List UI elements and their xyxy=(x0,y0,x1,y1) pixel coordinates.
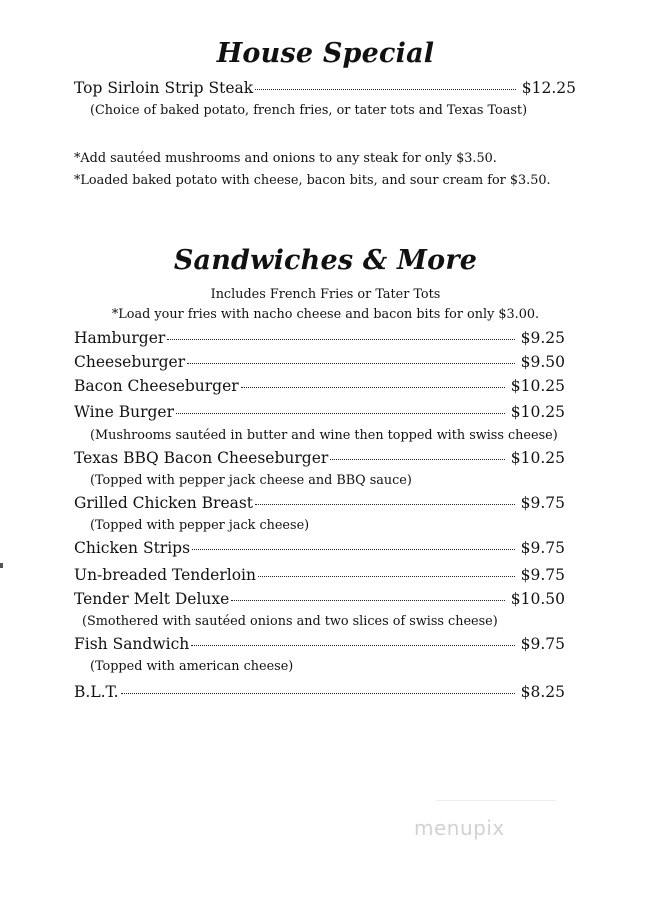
item-price: $9.75 xyxy=(520,539,565,557)
item-name: Cheeseburger xyxy=(74,353,186,371)
item-price: $10.25 xyxy=(510,403,565,421)
menu-item-grilled-chicken-breast xyxy=(74,494,565,514)
menu-item-unbreaded-tenderloin xyxy=(74,566,565,586)
menu-item-bacon-cheeseburger xyxy=(74,377,565,397)
item-name: Grilled Chicken Breast xyxy=(74,494,254,512)
sandwiches-heading: Sandwiches & More xyxy=(173,245,478,276)
item-price: $10.25 xyxy=(510,377,565,395)
menu-item-blt xyxy=(74,683,565,703)
dot-leader xyxy=(255,503,515,505)
dot-leader xyxy=(192,548,515,550)
item-note: (Topped with pepper jack cheese and BBQ sauce) xyxy=(90,473,412,488)
dot-leader xyxy=(258,575,515,577)
menupix-watermark: menupix xyxy=(414,816,505,840)
item-name: B.L.T. xyxy=(74,683,119,701)
dot-leader xyxy=(241,386,505,388)
item-note: (Smothered with sautéed onions and two slices of swiss cheese) xyxy=(82,614,498,629)
item-name: Wine Burger xyxy=(74,403,174,421)
menu-item-tender-melt-deluxe xyxy=(74,590,565,610)
item-name: Texas BBQ Bacon Cheeseburger xyxy=(74,449,329,467)
upgrade-note: *Load your fries with nacho cheese and bacon bits for only $3.00. xyxy=(111,307,540,322)
dot-leader xyxy=(187,362,514,364)
item-name: Fish Sandwich xyxy=(74,635,190,653)
house-special-heading: House Special xyxy=(216,38,435,69)
item-price: $10.25 xyxy=(510,449,565,467)
dot-leader xyxy=(255,88,516,90)
item-price: $9.50 xyxy=(520,353,565,371)
item-price: $9.75 xyxy=(520,566,565,584)
dot-leader xyxy=(167,338,514,340)
item-price: $8.25 xyxy=(520,683,565,701)
addon-note-mushrooms: *Add sautéed mushrooms and onions to any steak for only $3.50. xyxy=(74,151,497,166)
item-price: $12.25 xyxy=(521,79,576,97)
watermark-rule xyxy=(436,800,556,801)
dot-leader xyxy=(191,644,514,646)
item-price: $9.75 xyxy=(520,635,565,653)
menu-item-texas-bbq-bacon-cheeseburger xyxy=(74,449,565,469)
item-note: (Mushrooms sautéed in butter and wine then topped with swiss cheese) xyxy=(90,428,558,443)
includes-note: Includes French Fries or Tater Tots xyxy=(210,287,441,302)
dot-leader xyxy=(121,692,515,694)
menu-item-top-sirloin xyxy=(74,79,576,99)
menu-item-wine-burger xyxy=(74,403,565,423)
menu-item-hamburger xyxy=(74,329,565,349)
item-note: (Topped with american cheese) xyxy=(90,659,294,674)
edge-mark xyxy=(0,563,3,568)
dot-leader xyxy=(330,458,504,460)
menu-item-fish-sandwich xyxy=(74,635,565,655)
item-price: $9.25 xyxy=(520,329,565,347)
menu-item-chicken-strips xyxy=(74,539,565,559)
item-name: Bacon Cheeseburger xyxy=(74,377,239,395)
item-note: (Topped with pepper jack cheese) xyxy=(90,518,310,533)
item-name: Chicken Strips xyxy=(74,539,191,557)
dot-leader xyxy=(231,599,504,601)
addon-note-loaded-potato: *Loaded baked potato with cheese, bacon bits, and sour cream for $3.50. xyxy=(74,173,551,188)
dot-leader xyxy=(176,412,505,414)
item-name: Top Sirloin Strip Steak xyxy=(74,79,254,97)
item-price: $10.50 xyxy=(510,590,565,608)
item-name: Un-breaded Tenderloin xyxy=(74,566,256,584)
item-name: Tender Melt Deluxe xyxy=(74,590,230,608)
item-price: $9.75 xyxy=(520,494,565,512)
item-name: Hamburger xyxy=(74,329,166,347)
menu-item-cheeseburger xyxy=(74,353,565,373)
item-note: (Choice of baked potato, french fries, or tater tots and Texas Toast) xyxy=(90,103,528,118)
